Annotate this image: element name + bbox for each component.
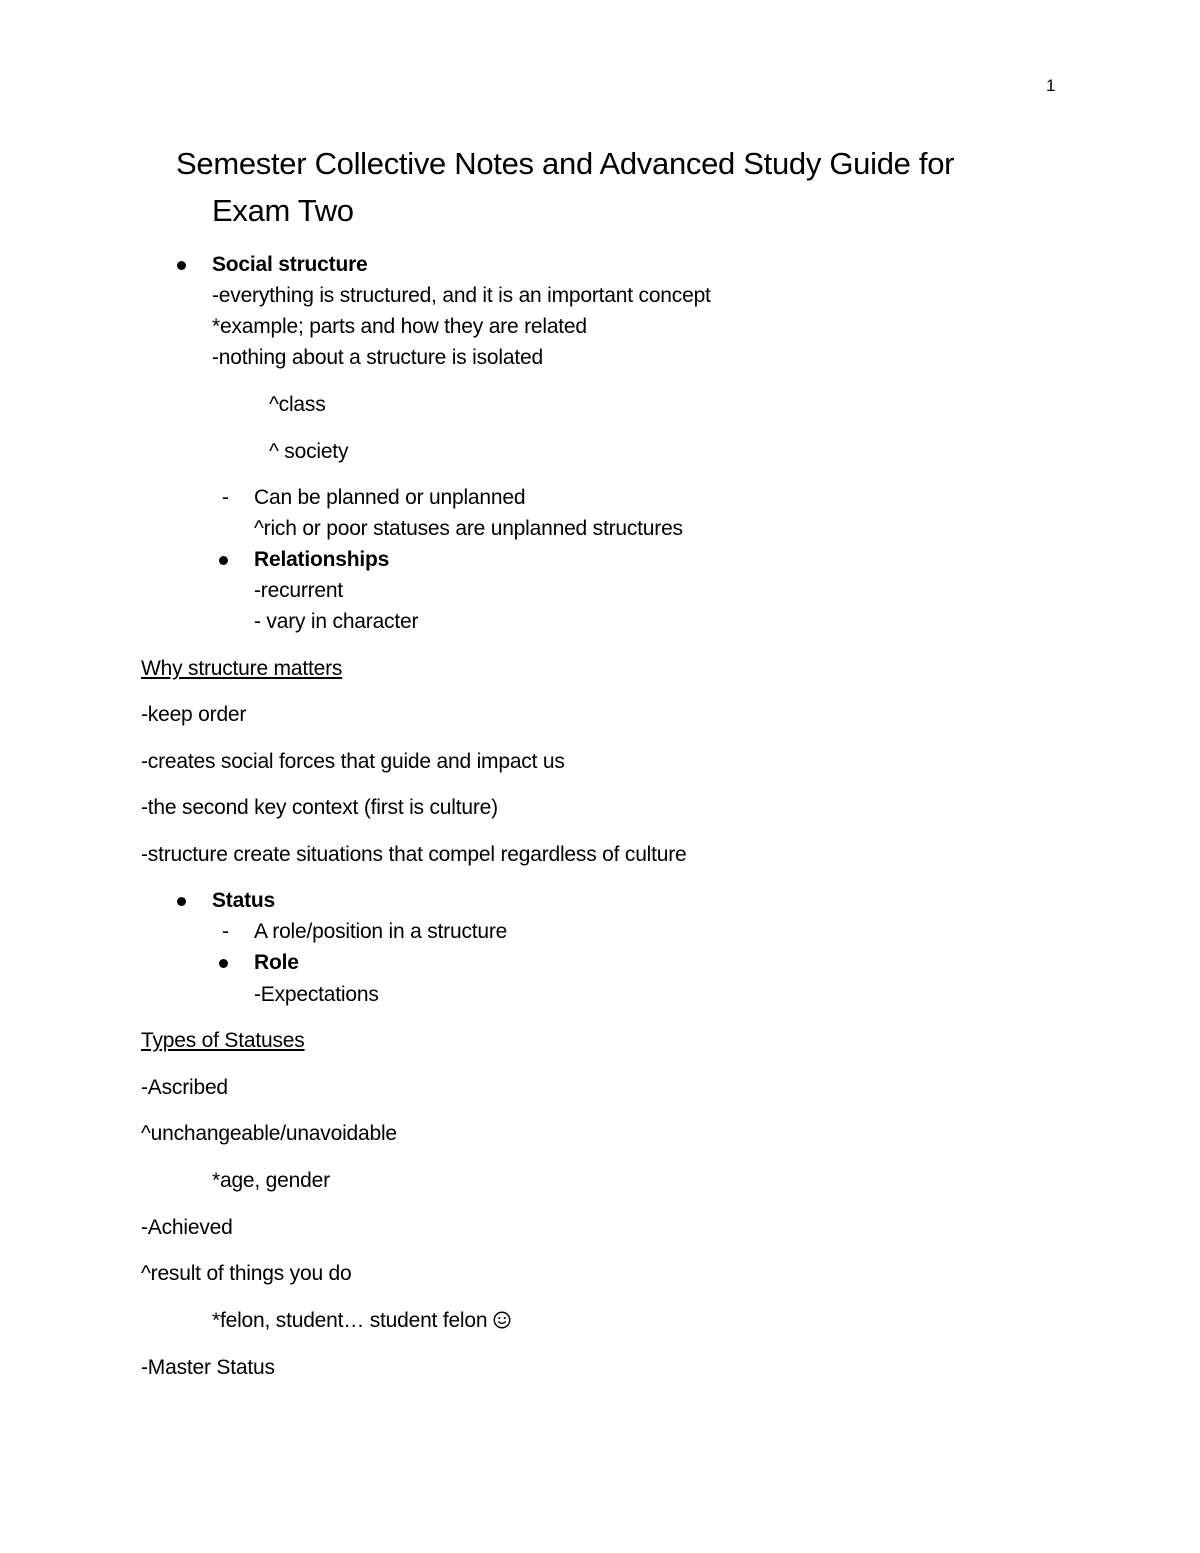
why-structure-matters-line: -keep order bbox=[141, 703, 247, 726]
document-title-line-1: Semester Collective Notes and Advanced Study Guide for bbox=[176, 146, 955, 181]
bullet-icon bbox=[219, 959, 228, 968]
why-structure-matters-line: -creates social forces that guide and impact us bbox=[141, 750, 565, 773]
achieved-label: -Achieved bbox=[141, 1216, 233, 1239]
social-structure-sub-item: ^ society bbox=[269, 440, 349, 463]
ascribed-label: -Ascribed bbox=[141, 1076, 228, 1099]
types-of-statuses-heading: Types of Statuses bbox=[141, 1029, 305, 1052]
role-line: -Expectations bbox=[254, 983, 379, 1006]
social-structure-heading: Social structure bbox=[212, 253, 368, 276]
relationships-line: - vary in character bbox=[254, 610, 419, 633]
dash-marker: - bbox=[222, 920, 229, 943]
why-structure-matters-line: -the second key context (first is culture) bbox=[141, 796, 498, 819]
social-structure-line: -everything is structured, and it is an important concept bbox=[212, 284, 711, 307]
achieved-example-line bbox=[212, 1308, 511, 1334]
dash-marker: - bbox=[222, 486, 229, 509]
master-status-label: -Master Status bbox=[141, 1356, 275, 1379]
achieved-note: ^result of things you do bbox=[141, 1262, 352, 1285]
bullet-icon bbox=[219, 556, 228, 565]
status-heading: Status bbox=[212, 889, 275, 912]
ascribed-note: ^unchangeable/unavoidable bbox=[141, 1122, 397, 1145]
social-structure-line: -nothing about a structure is isolated bbox=[212, 346, 543, 369]
why-structure-matters-heading: Why structure matters bbox=[141, 657, 343, 680]
social-structure-dash-item: Can be planned or unplanned bbox=[254, 486, 526, 509]
bullet-icon bbox=[177, 261, 186, 270]
achieved-example: *felon, student… student felon bbox=[212, 1309, 488, 1332]
smiley-face-icon bbox=[493, 1311, 511, 1329]
social-structure-dash-note: ^rich or poor statuses are unplanned structures bbox=[254, 517, 683, 540]
document-title-line-2: Exam Two bbox=[212, 193, 354, 228]
social-structure-line: *example; parts and how they are related bbox=[212, 315, 587, 338]
ascribed-example: *age, gender bbox=[212, 1169, 330, 1192]
social-structure-sub-item: ^class bbox=[269, 393, 326, 416]
relationships-heading: Relationships bbox=[254, 548, 390, 571]
role-heading: Role bbox=[254, 951, 299, 974]
status-dash-item: A role/position in a structure bbox=[254, 920, 508, 943]
page-number: 1 bbox=[1046, 76, 1056, 95]
bullet-icon bbox=[177, 897, 186, 906]
why-structure-matters-line: -structure create situations that compel regardless of culture bbox=[141, 843, 687, 866]
relationships-line: -recurrent bbox=[254, 579, 344, 602]
